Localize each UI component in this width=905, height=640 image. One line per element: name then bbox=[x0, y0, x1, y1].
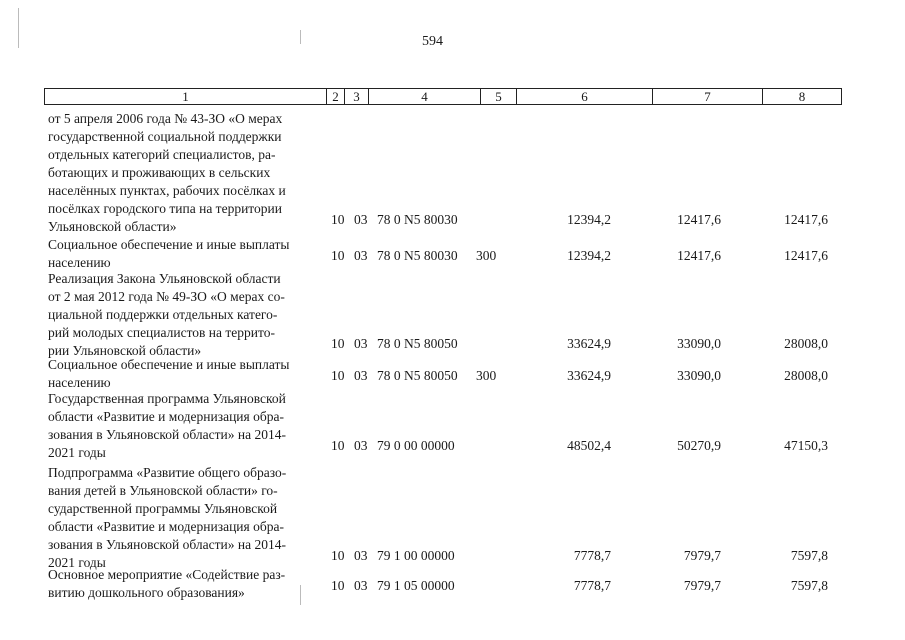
cell-c4: 78 0 N5 80030 bbox=[377, 212, 458, 227]
row-values bbox=[48, 438, 838, 456]
header-col-6: 6 bbox=[517, 89, 653, 104]
description-line: зования в Ульяновской области» на 2014- bbox=[48, 427, 286, 442]
cell-c8: 12417,6 bbox=[784, 212, 828, 227]
description-line: сударственной программы Ульяновской bbox=[48, 501, 278, 516]
description-line: ботающих и проживающих в сельских bbox=[48, 165, 271, 180]
cell-c2: 10 bbox=[331, 248, 345, 263]
cell-c3: 03 bbox=[354, 248, 368, 263]
description-line: рии Ульяновской области» bbox=[48, 343, 202, 358]
cell-c6: 12394,2 bbox=[567, 212, 611, 227]
header-col-5: 5 bbox=[481, 89, 517, 104]
cell-c8: 7597,8 bbox=[790, 548, 828, 563]
cell-c6: 48502,4 bbox=[567, 438, 611, 453]
cell-c3: 03 bbox=[354, 438, 368, 453]
description-line: области «Развитие и модернизация обра- bbox=[48, 519, 284, 534]
cell-c7: 12417,6 bbox=[677, 212, 721, 227]
cell-c5: 300 bbox=[476, 248, 497, 263]
description-line: вания детей в Ульяновской области» го- bbox=[48, 483, 278, 498]
cell-c8: 47150,3 bbox=[784, 438, 828, 453]
cell-c4: 79 0 00 00000 bbox=[377, 438, 455, 453]
description-line: от 2 мая 2012 года № 49-ЗО «О мерах со- bbox=[48, 289, 285, 304]
header-col-2: 2 bbox=[327, 89, 345, 104]
scan-artifact bbox=[18, 8, 19, 48]
cell-c8: 28008,0 bbox=[784, 368, 828, 383]
row-values bbox=[48, 248, 838, 266]
cell-c3: 03 bbox=[354, 578, 368, 593]
cell-c8: 7597,8 bbox=[790, 578, 828, 593]
cell-c7: 7979,7 bbox=[683, 548, 721, 563]
description-line: Социальное обеспечение и иные выплаты bbox=[48, 357, 290, 372]
page-number: 594 bbox=[422, 34, 443, 49]
description-line: населённых пунктах, рабочих посёлках и bbox=[48, 183, 286, 198]
scan-artifact bbox=[300, 585, 301, 605]
cell-c4: 78 0 N5 80050 bbox=[377, 336, 458, 351]
description-line: витию дошкольного образования» bbox=[48, 585, 245, 600]
cell-c4: 79 1 05 00000 bbox=[377, 578, 455, 593]
description-line: населению bbox=[48, 375, 111, 390]
cell-c3: 03 bbox=[354, 336, 368, 351]
description-line: Реализация Закона Ульяновской области bbox=[48, 271, 281, 286]
cell-c6: 7778,7 bbox=[573, 548, 611, 563]
cell-c5: 300 bbox=[476, 368, 497, 383]
cell-c3: 03 bbox=[354, 368, 368, 383]
cell-c2: 10 bbox=[331, 336, 345, 351]
cell-c2: 10 bbox=[331, 212, 345, 227]
cell-c6: 7778,7 bbox=[573, 578, 611, 593]
cell-c6: 33624,9 bbox=[567, 336, 611, 351]
row-values bbox=[48, 578, 838, 596]
cell-c7: 33090,0 bbox=[677, 368, 721, 383]
description-line: Основное мероприятие «Содействие раз- bbox=[48, 567, 286, 582]
header-col-3: 3 bbox=[345, 89, 369, 104]
description-line: отдельных категорий специалистов, ра- bbox=[48, 147, 276, 162]
cell-c7: 12417,6 bbox=[677, 248, 721, 263]
description-line: 2021 годы bbox=[48, 445, 106, 460]
cell-c7: 7979,7 bbox=[683, 578, 721, 593]
description-line: области «Развитие и модернизация обра- bbox=[48, 409, 284, 424]
header-col-1: 1 bbox=[45, 89, 327, 104]
cell-c2: 10 bbox=[331, 578, 345, 593]
cell-c4: 78 0 N5 80030 bbox=[377, 248, 458, 263]
description-line: зования в Ульяновской области» на 2014- bbox=[48, 537, 286, 552]
description-line: Социальное обеспечение и иные выплаты bbox=[48, 237, 290, 252]
description-line: Подпрограмма «Развитие общего образо- bbox=[48, 465, 287, 480]
description-line: государственной социальной поддержки bbox=[48, 129, 282, 144]
cell-c8: 12417,6 bbox=[784, 248, 828, 263]
cell-c2: 10 bbox=[331, 438, 345, 453]
header-col-8: 8 bbox=[798, 89, 806, 104]
row-values bbox=[48, 368, 838, 386]
cell-c8: 28008,0 bbox=[784, 336, 828, 351]
description-line: циальной поддержки отдельных катего- bbox=[48, 307, 278, 322]
row-values bbox=[48, 548, 838, 566]
row-values bbox=[48, 336, 838, 354]
description-line: рий молодых специалистов на террито- bbox=[48, 325, 275, 340]
cell-c7: 50270,9 bbox=[677, 438, 721, 453]
cell-c7: 33090,0 bbox=[677, 336, 721, 351]
description-line: Ульяновской области» bbox=[48, 219, 177, 234]
cell-c3: 03 bbox=[354, 212, 368, 227]
cell-c4: 78 0 N5 80050 bbox=[377, 368, 458, 383]
cell-c4: 79 1 00 00000 bbox=[377, 548, 455, 563]
header-col-4: 4 bbox=[369, 89, 481, 104]
cell-c2: 10 bbox=[331, 548, 345, 563]
scan-artifact bbox=[300, 30, 301, 44]
cell-c6: 33624,9 bbox=[567, 368, 611, 383]
cell-c3: 03 bbox=[354, 548, 368, 563]
description-line: от 5 апреля 2006 года № 43-ЗО «О мерах bbox=[48, 111, 283, 126]
description-line: населению bbox=[48, 255, 111, 270]
description-line: Государственная программа Ульяновской bbox=[48, 391, 286, 406]
description-line: 2021 годы bbox=[48, 555, 106, 570]
description-line: посёлках городского типа на территории bbox=[48, 201, 282, 216]
header-col-7: 7 bbox=[653, 89, 763, 104]
cell-c6: 12394,2 bbox=[567, 248, 611, 263]
table-header bbox=[44, 88, 842, 105]
row-values bbox=[48, 212, 838, 230]
cell-c2: 10 bbox=[331, 368, 345, 383]
